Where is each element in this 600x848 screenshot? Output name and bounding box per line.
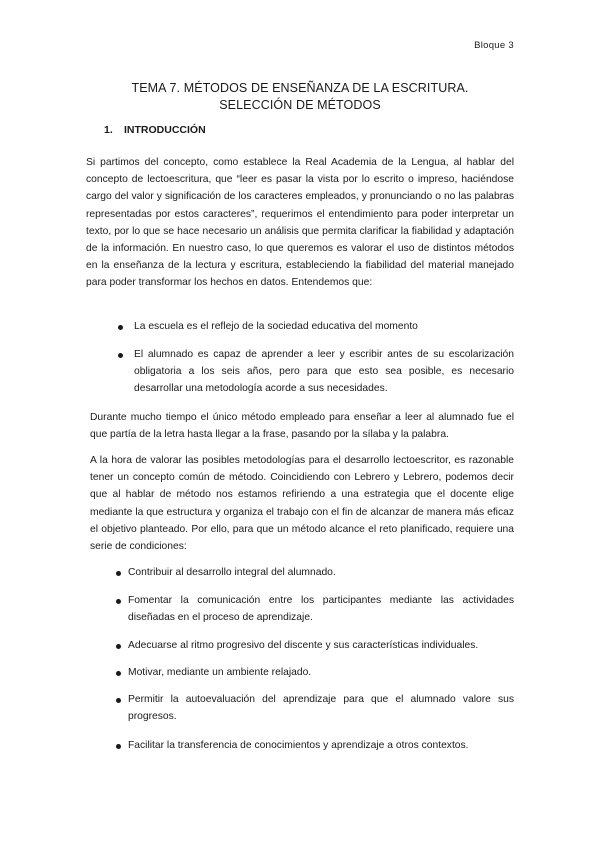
list-item	[128, 592, 514, 626]
list-item	[128, 691, 514, 725]
block-label: Bloque 3	[474, 40, 514, 51]
list-item	[128, 737, 514, 754]
history-paragraph: Durante mucho tiempo el único método empleado para enseñar a leer al alumnado fue el que partía de la letra hasta llegar a la frase, pasando por la sílaba y la palabra.	[90, 412, 514, 441]
bullet-icon	[116, 698, 121, 703]
bullet-icon	[118, 353, 123, 358]
section-number: 1.	[104, 124, 113, 136]
list-item-text: La escuela es el reflejo de la sociedad educativa del momento	[134, 321, 418, 332]
intro-paragraph: Si partimos del concepto, como establece la Real Academia de la Lengua, al hablar del concepto de lectoescritura, que “leer es pasar la vista por lo escrito o impreso, haciéndose cargo del valor y significación de los caracteres empleados, y pronunciando o no las palabras representadas por estos caracteres”, requerimos el entendimiento para poder interpretar un texto, por lo que se hace necesario un análisis que permita clarificar la fiabilidad y adaptación de la información. En nuestro caso, lo que queremos es valorar el uso de distintos métodos en la enseñanza de la lectura y escritura, estableciendo la fiabilidad del material manejado para poder transformar los hechos en datos. Entendemos que:	[86, 157, 514, 289]
list-item-text: Permitir la autoevaluación del aprendizaje para que el alumnado valore sus progresos.	[128, 694, 514, 723]
bullet-icon	[116, 671, 121, 676]
list-item-text: Adecuarse al ritmo progresivo del discente y sus características individuales.	[128, 640, 479, 651]
method-paragraph: A la hora de valorar las posibles metodologías para el desarrollo lectoescritor, es razonable tener un concepto común de método. Coincidiendo con Lebrero y Lebrero, podemos decir que al hablar de método nos estamos refiriendo a una estrategia que el docente elige mediante la que estructura y organiza el trabajo con el fin de alcanzar de manera más eficaz el objetivo planteado. Por ello, para que un método alcance el reto planificado, requiere una serie de condiciones:	[90, 455, 514, 553]
page-title: TEMA 7. MÉTODOS DE ENSEÑANZA DE LA ESCRITURA. SELECCIÓN DE MÉTODOS	[131, 81, 469, 112]
bullet-icon	[118, 325, 123, 330]
list-item	[128, 564, 514, 581]
list-item-text: Fomentar la comunicación entre los participantes mediante las actividades diseñadas en el proceso de aprendizaje.	[128, 595, 514, 624]
bullet-icon	[116, 744, 121, 749]
bullet-icon	[116, 571, 121, 576]
bullet-icon	[116, 599, 121, 604]
list-item	[128, 664, 514, 681]
list-item-text: Facilitar la transferencia de conocimientos y aprendizaje a otros contextos.	[128, 740, 469, 751]
bullet-icon	[116, 644, 121, 649]
section-heading	[104, 124, 206, 136]
list-item-text: Motivar, mediante un ambiente relajado.	[128, 667, 312, 678]
list-item	[134, 318, 514, 335]
list-item-text: El alumnado es capaz de aprender a leer y escribir antes de su escolarización obligatoria a los seis años, pero para que esto sea posible, es necesario desarrollar una metodología acorde a sus necesidades.	[134, 349, 514, 395]
list-item-text: Contribuir al desarrollo integral del alumnado.	[128, 567, 336, 578]
list-item	[134, 346, 514, 398]
section-title: INTRODUCCIÓN	[124, 124, 206, 136]
list-item	[128, 637, 514, 654]
